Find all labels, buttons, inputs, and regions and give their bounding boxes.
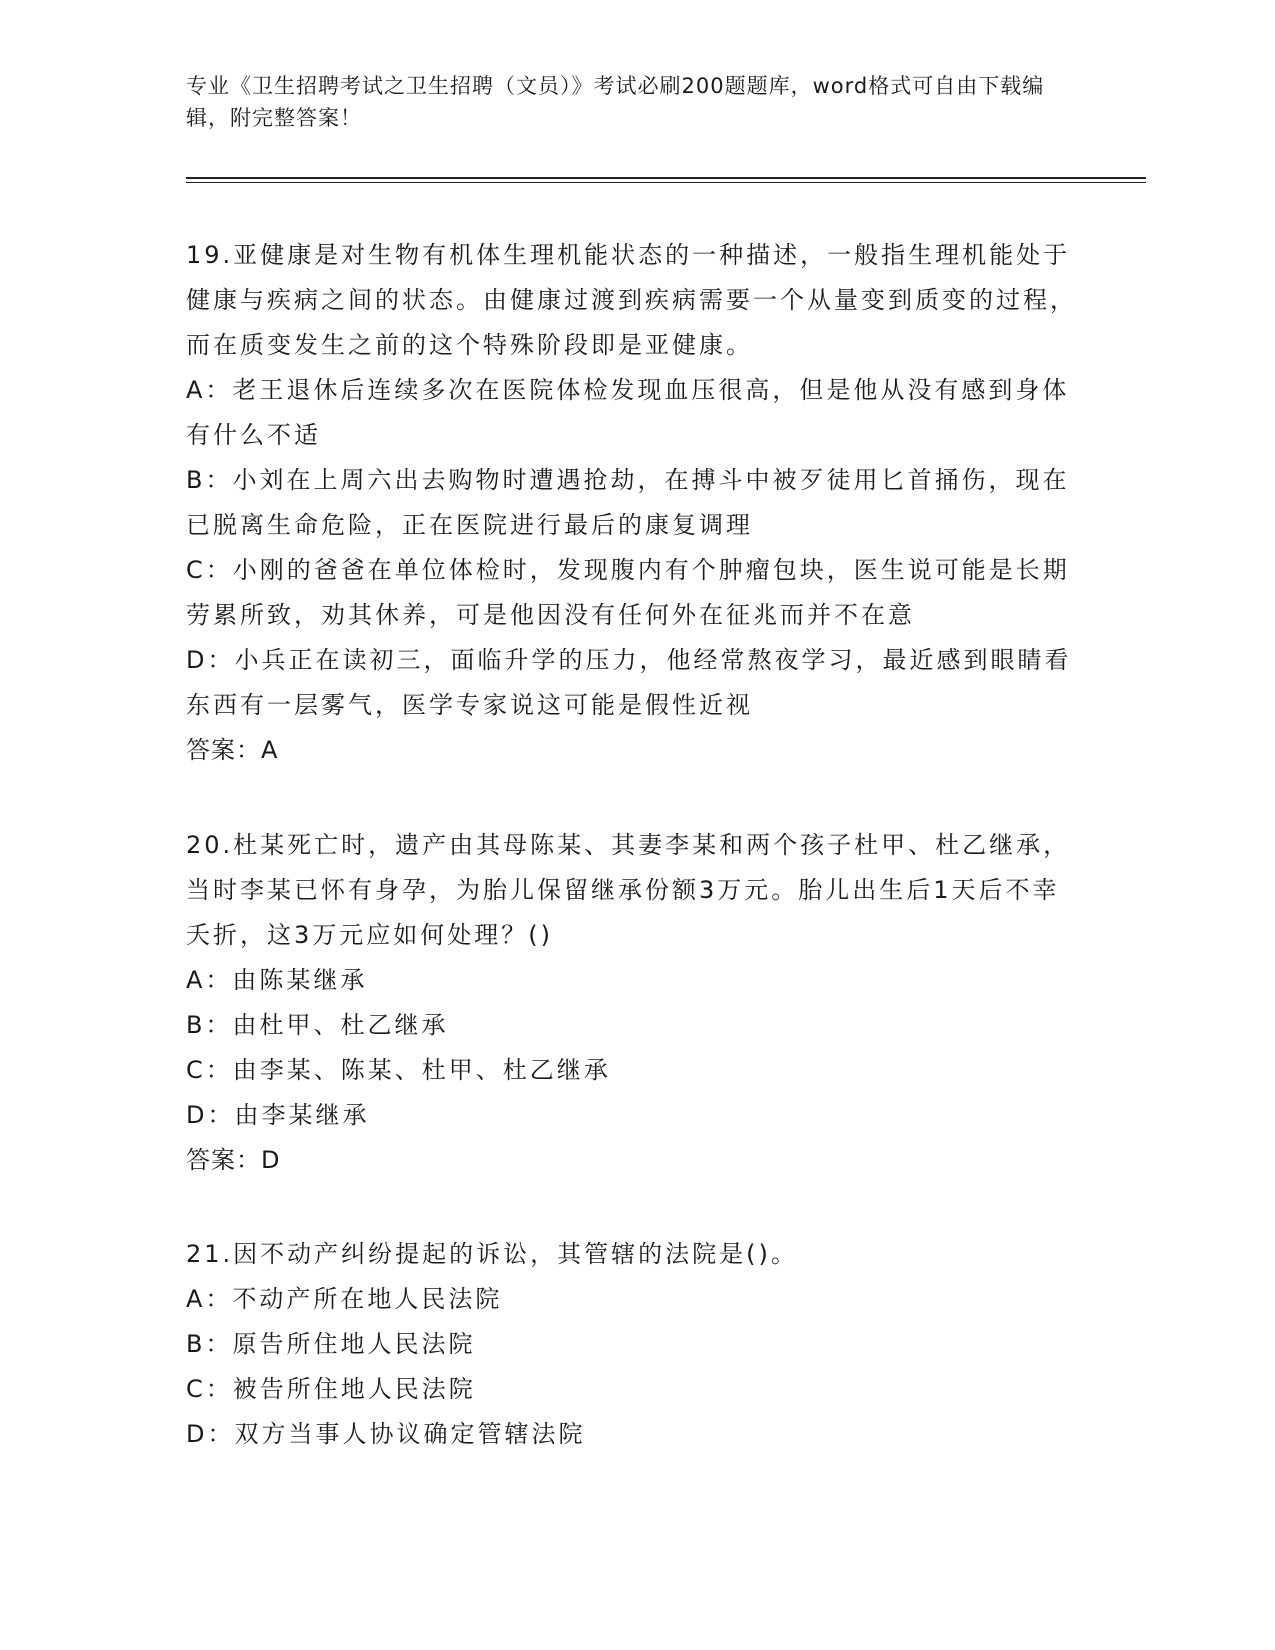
- option-c: C：由李某、陈某、杜甲、杜乙继承: [186, 1056, 611, 1084]
- question-stem: 19.亚健康是对生物有机体生理机能状态的一种描述，一般指生理机能处于健康与疾病之间的状态。由健康过渡到疾病需要一个从量变到质变的过程，而在质变发生之前的这个特殊阶段即是亚健康。: [186, 241, 1077, 359]
- option-b: B：由杜甲、杜乙继承: [186, 1011, 449, 1039]
- option-b: B：小刘在上周六出去购物时遭遇抢劫，在搏斗中被歹徒用匕首捅伤，现在已脱离生命危险，正在医院进行最后的康复调理: [186, 466, 1070, 539]
- option-a: A：由陈某继承: [186, 966, 368, 994]
- option-d: D：由李某继承: [186, 1101, 370, 1129]
- option-a: A：不动产所在地人民法院: [186, 1285, 503, 1313]
- document-header-title: 专业《卫生招聘考试之卫生招聘（文员）》考试必刷200题题库，word格式可自由下载编辑，附完整答案！: [186, 74, 1045, 130]
- header-divider-thin: [186, 182, 1146, 183]
- header-divider-thick: [186, 177, 1146, 179]
- question-20: [186, 823, 1086, 1183]
- answer-line: 答案：A: [186, 736, 279, 764]
- option-c: C：被告所住地人民法院: [186, 1375, 476, 1403]
- option-d: D：小兵正在读初三，面临升学的压力，他经常熬夜学习，最近感到眼睛看东西有一层雾气，医学专家说这可能是假性近视: [186, 646, 1072, 719]
- question-stem: 20.杜某死亡时，遗产由其母陈某、其妻李某和两个孩子杜甲、杜乙继承，当时李某已怀有身孕，为胎儿保留继承份额3万元。胎儿出生后1天后不幸夭折，这3万元应如何处理？(): [186, 831, 1071, 949]
- question-21: [186, 1232, 1086, 1457]
- question-19: [186, 233, 1086, 773]
- option-b: B：原告所住地人民法院: [186, 1330, 476, 1358]
- option-a: A：老王退休后连续多次在医院体检发现血压很高，但是他从没有感到身体有什么不适: [186, 376, 1070, 449]
- answer-line: 答案：D: [186, 1146, 281, 1174]
- option-c: C：小刚的爸爸在单位体检时，发现腹内有个肿瘤包块，医生说可能是长期劳累所致，劝其休养，可是他因没有任何外在征兆而并不在意: [186, 556, 1070, 629]
- question-stem: 21.因不动产纠纷提起的诉讼，其管辖的法院是()。: [186, 1240, 798, 1268]
- option-d: D：双方当事人协议确定管辖法院: [186, 1420, 586, 1448]
